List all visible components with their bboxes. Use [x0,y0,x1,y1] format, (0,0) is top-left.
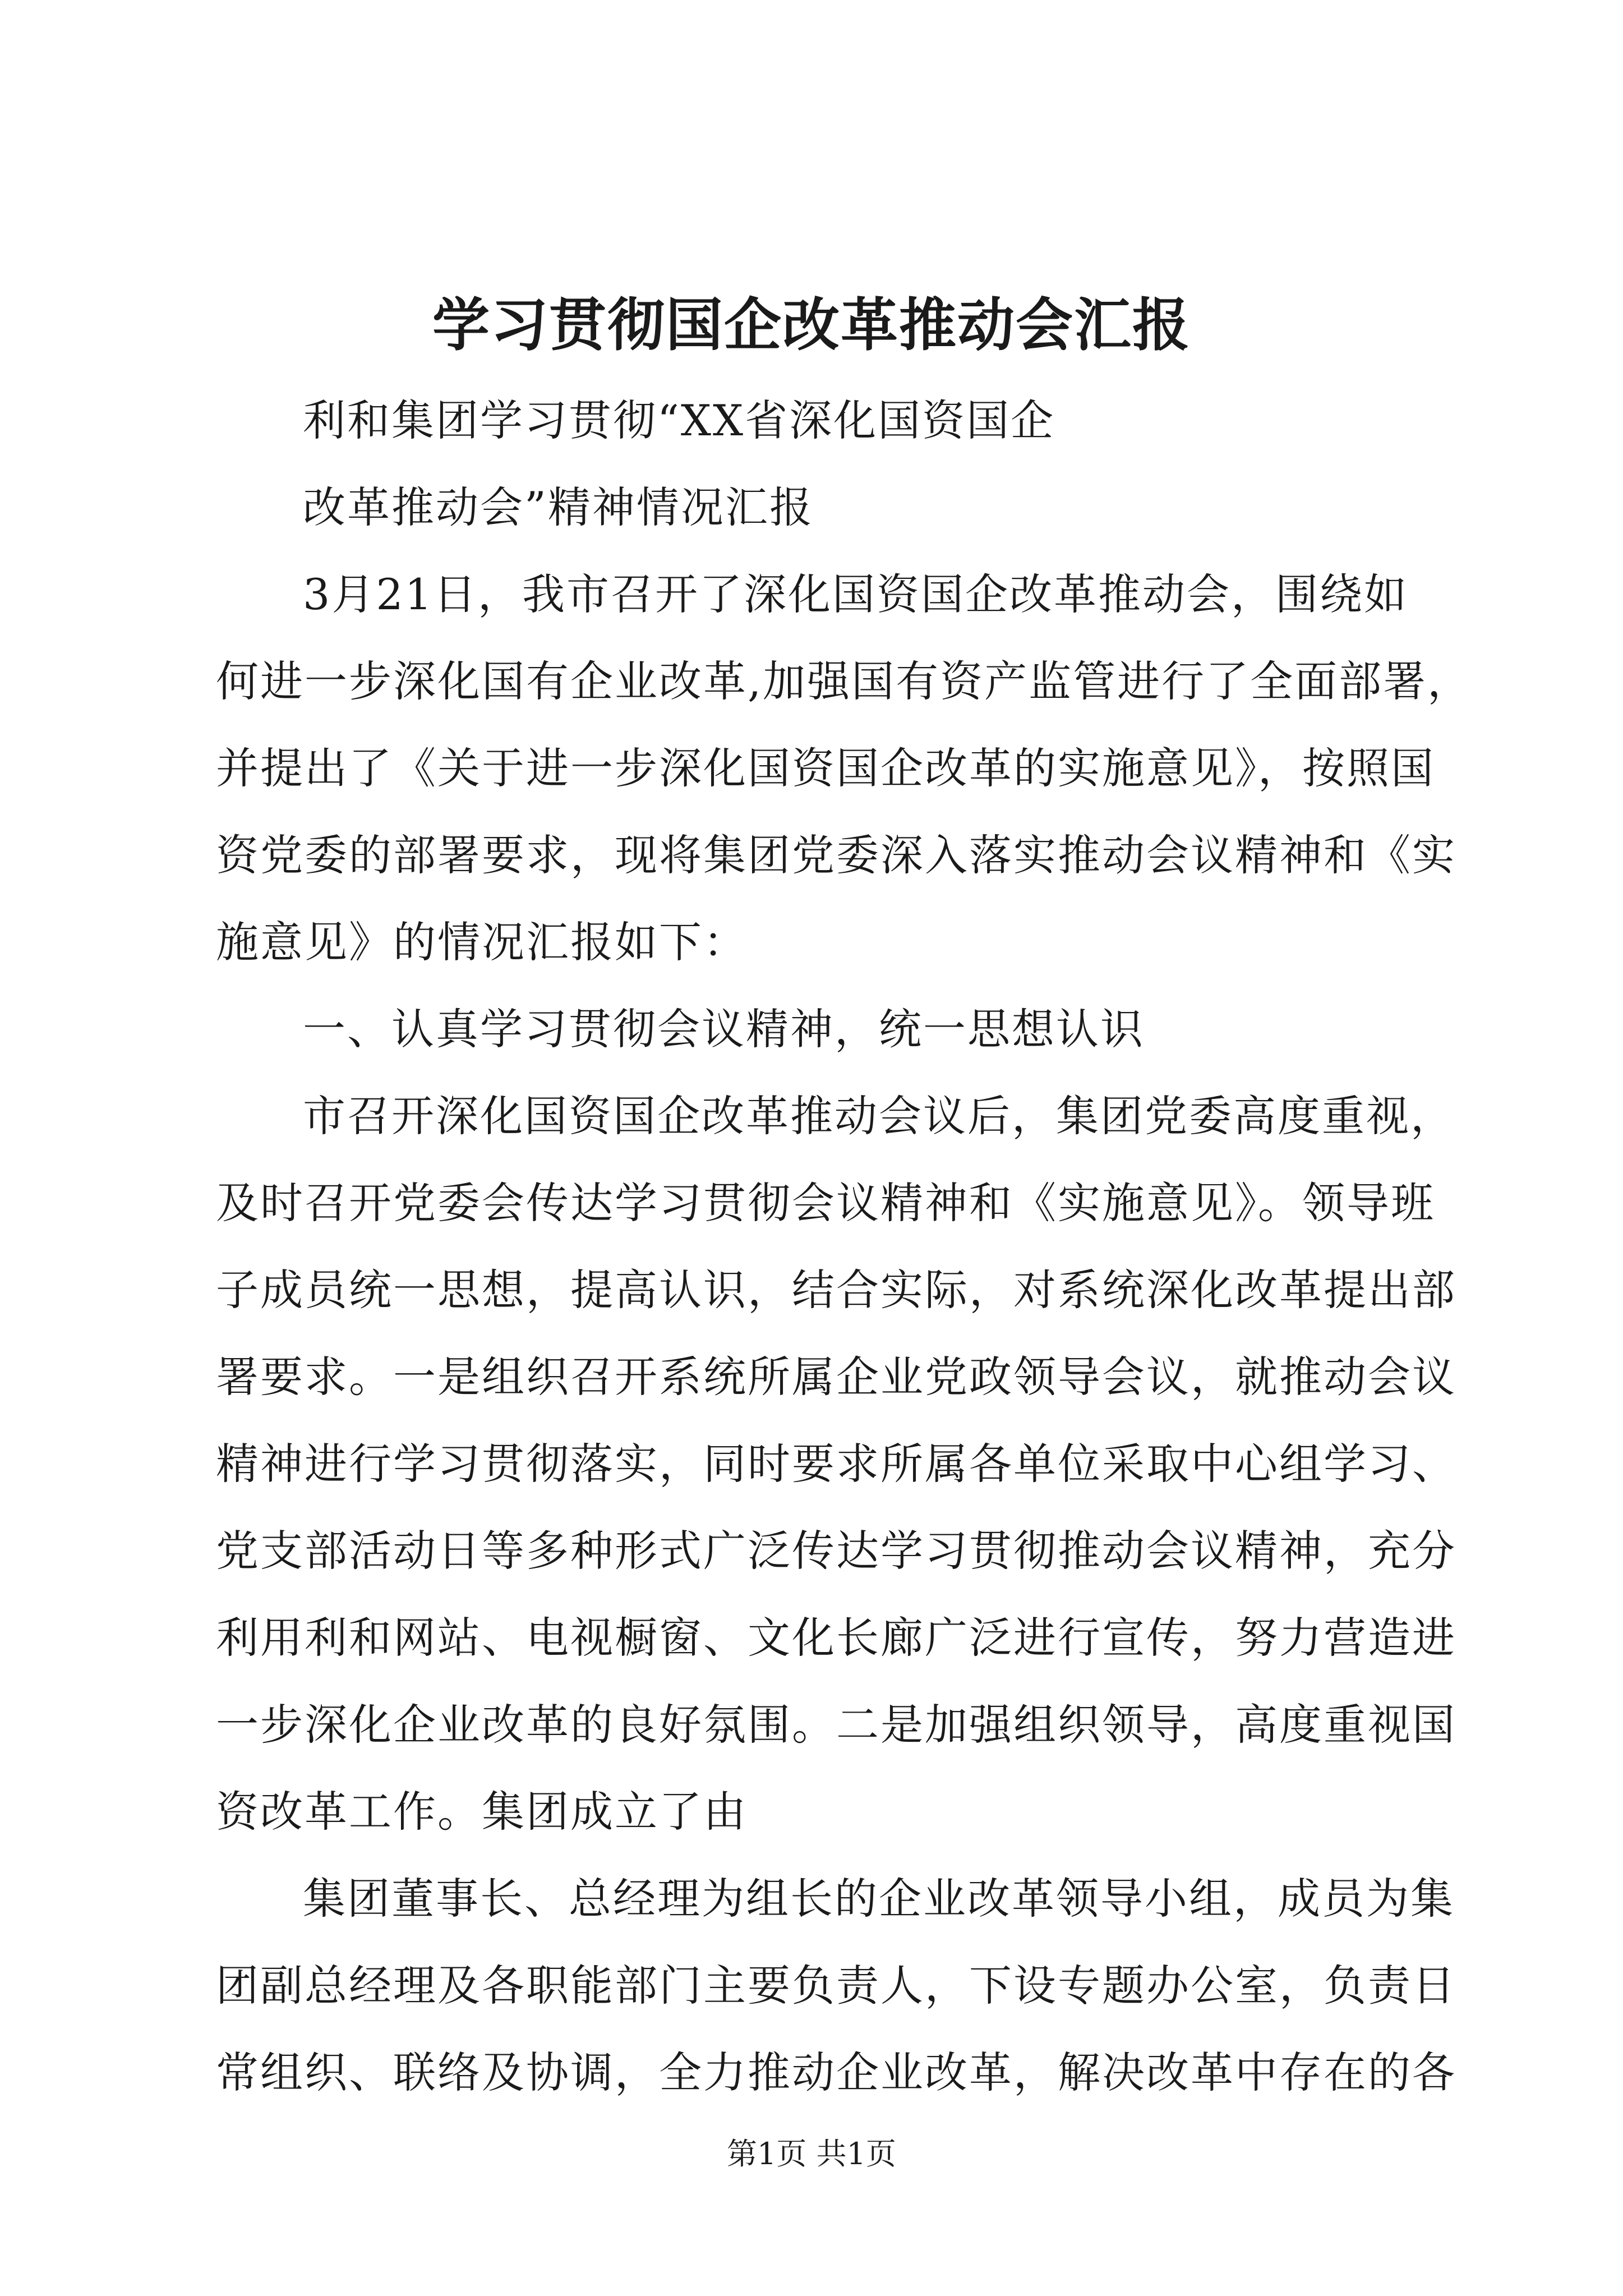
paragraph-line: 一步深化企业改革的良好氛围。二是加强组织领导，高度重视国 [216,1700,1456,1750]
page-footer: 第1页 共1页 [727,2136,896,2171]
section-heading: 一、认真学习贯彻会议精神，统一思想认识 [303,1004,1145,1054]
subtitle-line-2: 改革推动会”精神情况汇报 [303,482,814,532]
paragraph-line: 并提出了《关于进一步深化国资国企改革的实施意见》，按照国 [216,743,1435,793]
paragraph-line: 署要求。一是组织召开系统所属企业党政领导会议，就推动会议 [216,1352,1456,1402]
paragraph-line: 3月21日，我市召开了深化国资国企改革推动会，围绕如 [303,569,1409,619]
document-title: 学习贯彻国企改革推动会汇报 [432,292,1191,359]
paragraph-line: 利用利和网站、电视橱窗、文化长廊广泛进行宣传，努力营造进 [216,1613,1456,1663]
paragraph-line: 团副总经理及各职能部门主要负责人，下设专题办公室，负责日 [216,1961,1456,2010]
paragraph-line: 资改革工作。集团成立了由 [216,1787,748,1837]
paragraph-line: 常组织、联络及协调，全力推动企业改革，解决改革中存在的各 [216,2047,1456,2097]
paragraph-line: 施意见》的情况汇报如下： [216,917,748,967]
paragraph-line: 资党委的部署要求，现将集团党委深入落实推动会议精神和《实 [216,830,1456,880]
paragraph-line: 何进一步深化国有企业改革,加强国有资产监管进行了全面部署， [216,656,1472,706]
paragraph-line: 子成员统一思想，提高认识，结合实际，对系统深化改革提出部 [216,1265,1456,1315]
paragraph-line: 及时召开党委会传达学习贯彻会议精神和《实施意见》。领导班 [216,1178,1435,1228]
paragraph-line: 市召开深化国资国企改革推动会议后，集团党委高度重视， [303,1091,1455,1141]
paragraph-line: 集团董事长、总经理为组长的企业改革领导小组，成员为集 [303,1874,1455,1924]
paragraph-line: 精神进行学习贯彻落实，同时要求所属各单位采取中心组学习、 [216,1439,1456,1489]
subtitle-line-1: 利和集团学习贯彻“XX省深化国资国企 [303,395,1055,445]
paragraph-line: 党支部活动日等多种形式广泛传达学习贯彻推动会议精神，充分 [216,1526,1456,1576]
